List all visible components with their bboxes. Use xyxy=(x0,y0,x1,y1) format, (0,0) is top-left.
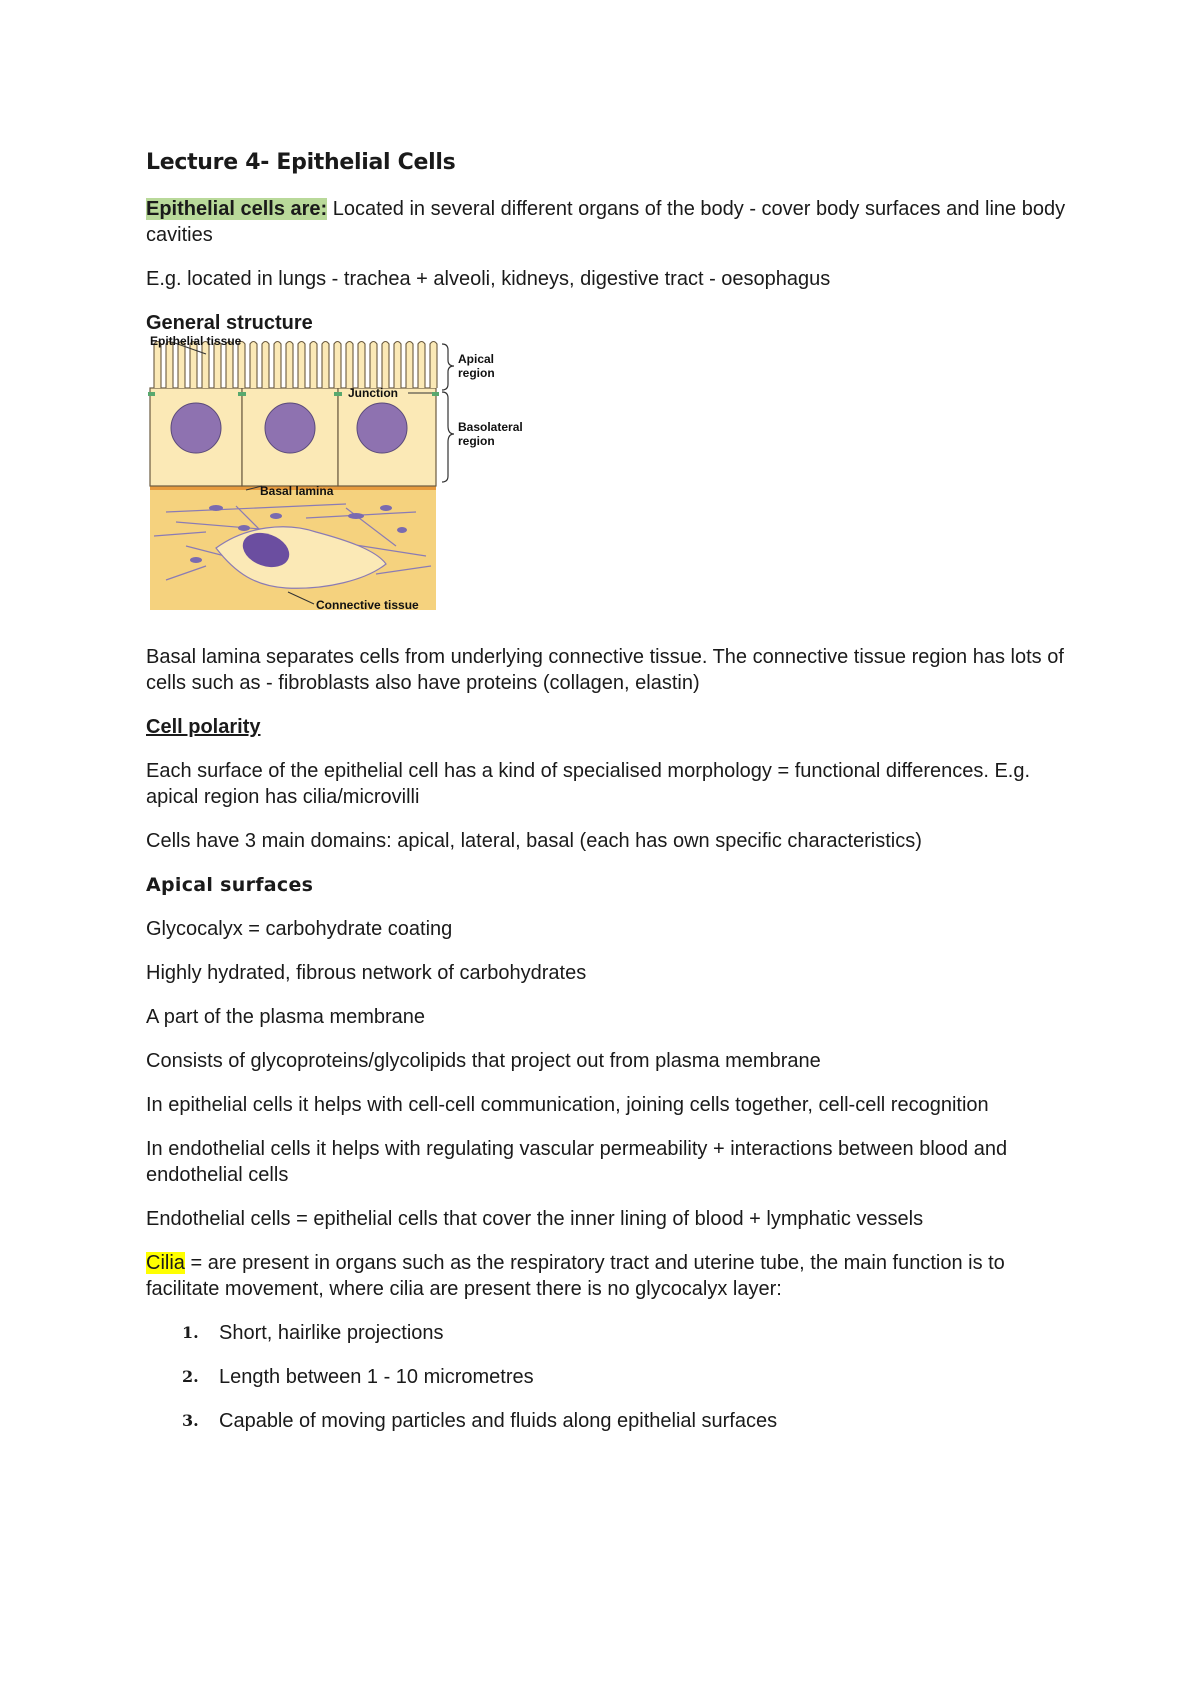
cell-polarity-p2: Cells have 3 main domains: apical, lateral, basal (each has own specific characteristics) xyxy=(146,830,922,852)
intro-paragraph xyxy=(146,196,1076,248)
cilia-list xyxy=(146,1320,1076,1434)
list-item xyxy=(146,1364,1076,1390)
cilia-highlight: Cilia xyxy=(146,1252,185,1274)
apical-item: Consists of glycoproteins/glycolipids that project out from plasma membrane xyxy=(146,1050,821,1072)
epithelial-diagram xyxy=(146,336,576,626)
apical-item: In epithelial cells it helps with cell-cell communication, joining cells together, cell-cell recognition xyxy=(146,1094,989,1116)
microvillus xyxy=(202,342,209,389)
list-number: 3. xyxy=(182,1411,199,1430)
list-item xyxy=(146,1408,1076,1434)
microvillus xyxy=(250,342,257,389)
label-basolateral-1: Basolateral xyxy=(458,420,523,434)
cilia-paragraph xyxy=(146,1250,1076,1302)
microvilli xyxy=(154,342,437,389)
microvillus xyxy=(334,342,341,389)
microvillus xyxy=(262,342,269,389)
list-text: Short, hairlike projections xyxy=(219,1322,444,1344)
microvillus xyxy=(418,342,425,389)
list-number: 2. xyxy=(182,1367,199,1386)
microvillus xyxy=(382,342,389,389)
cell-polarity-heading: Cell polarity xyxy=(146,716,261,738)
microvillus xyxy=(430,342,437,389)
microvillus xyxy=(370,342,377,389)
microvillus xyxy=(226,342,233,389)
microvillus xyxy=(310,342,317,389)
microvillus xyxy=(274,342,281,389)
microvillus xyxy=(238,342,245,389)
intro-highlight: Epithelial cells are: xyxy=(146,198,328,220)
apical-item: Endothelial cells = epithelial cells that cover the inner lining of blood + lymphatic vessels xyxy=(146,1208,924,1230)
microvillus xyxy=(394,342,401,389)
microvillus xyxy=(154,342,161,389)
page-title: Lecture 4- Epithelial Cells xyxy=(146,150,456,175)
microvillus xyxy=(166,342,173,389)
microvillus xyxy=(406,342,413,389)
label-basal-lamina: Basal lamina xyxy=(260,484,334,498)
general-structure-heading: General structure xyxy=(146,312,313,334)
microvillus xyxy=(298,342,305,389)
label-connective-tissue: Connective tissue xyxy=(316,598,419,612)
cell-nuclei xyxy=(171,403,407,453)
microvillus xyxy=(214,342,221,389)
list-text: Length between 1 - 10 micrometres xyxy=(219,1366,534,1388)
list-text: Capable of moving particles and fluids along epithelial surfaces xyxy=(219,1410,778,1432)
microvillus xyxy=(178,342,185,389)
list-number: 1. xyxy=(182,1323,199,1342)
basolateral-bracket xyxy=(442,392,454,482)
microvillus xyxy=(322,342,329,389)
label-basolateral-2: region xyxy=(458,434,495,448)
apical-item: A part of the plasma membrane xyxy=(146,1006,426,1028)
intro-text: Located in several different organs of the body - cover body surfaces and line body cavities xyxy=(146,198,1066,246)
list-item xyxy=(146,1320,1076,1346)
label-apical-1: Apical xyxy=(458,352,495,366)
cell-polarity-p1: Each surface of the epithelial cell has a kind of specialised morphology = functional differences. E.g. apical region has cilia/microvilli xyxy=(146,760,1031,808)
label-junction: Junction xyxy=(348,386,398,400)
document-content xyxy=(146,148,1076,1434)
apical-item: Highly hydrated, fibrous network of carbohydrates xyxy=(146,962,587,984)
label-apical-2: region xyxy=(458,366,495,380)
apical-item: Glycocalyx = carbohydrate coating xyxy=(146,918,453,940)
microvillus xyxy=(358,342,365,389)
apical-item: In endothelial cells it helps with regulating vascular permeability + interactions between blood and endothelial cells xyxy=(146,1138,1008,1186)
epithelial-diagram-art xyxy=(146,336,576,626)
microvillus xyxy=(346,342,353,389)
apical-surfaces-heading: Apical surfaces xyxy=(146,874,314,896)
basal-lamina-paragraph: Basal lamina separates cells from underlying connective tissue. The connective tissue region has lots of cells such as - fibroblasts also have proteins (collagen, elastin) xyxy=(146,646,1064,694)
apical-bracket xyxy=(442,344,454,390)
microvillus xyxy=(286,342,293,389)
label-epithelial-tissue: Epithelial tissue xyxy=(150,334,242,348)
cilia-text: = are present in organs such as the respiratory tract and uterine tube, the main function is to facilitate movement, where cilia are present there is no glycocalyx layer: xyxy=(146,1252,1005,1300)
intro-example: E.g. located in lungs - trachea + alveoli, kidneys, digestive tract - oesophagus xyxy=(146,268,831,290)
